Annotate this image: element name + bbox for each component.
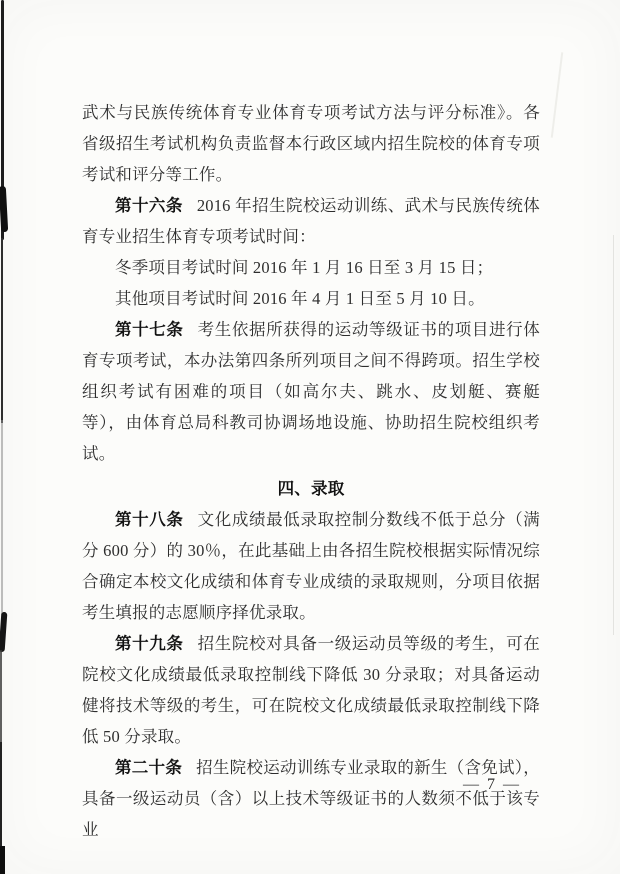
scan-artifact-corner-mark	[0, 846, 5, 874]
paragraph-article-20	[82, 752, 540, 845]
document-text-block	[82, 97, 540, 845]
scan-artifact-ink-blob-upper	[0, 186, 8, 232]
article-number-label: 第十八条	[115, 510, 184, 529]
scan-artifact-left-edge-mid	[1, 238, 3, 423]
paragraph-article-19	[82, 628, 540, 752]
page-number: — 7 —	[463, 776, 521, 793]
scan-artifact-right-smudge	[551, 52, 563, 138]
scan-artifact-left-edge-low	[0, 650, 2, 745]
paragraph-article-16	[82, 190, 540, 252]
scan-artifact-left-edge-bottom	[0, 742, 2, 874]
paragraph-continuation: 武术与民族传统体育专业体育专项考试方法与评分标准》。各省级招生考试机构负责监督本行政区域内招生院校的体育专项考试和评分等工作。	[82, 103, 540, 184]
article-number-label: 第十六条	[115, 196, 183, 215]
article-text: 考生依据所获得的运动等级证书的项目进行体育专项考试，本办法第四条所列项目之间不得跨项。招生学校组织考试有困难的项目（如高尔夫、跳水、皮划艇、赛艇等），由体育总局科教司协调场地设施、协助招生院校组织考试。	[82, 320, 540, 463]
section-heading-admission: 四、录取	[277, 479, 345, 498]
article-number-label: 第十七条	[115, 320, 184, 339]
paragraph-winter-exam-dates: 冬季项目考试时间 2016 年 1 月 16 日至 3 月 15 日；	[115, 258, 494, 277]
article-text: 文化成绩最低录取控制分数线不低于总分（满分 600 分）的 30％，在此基础上由各招生院校根据实际情况综合确定本校文化成绩和体育专业成绩的录取规则，分项目依据考生填报的志愿顺序择优录取。	[82, 510, 540, 622]
article-text: 招生院校对具备一级运动员等级的考生，可在院校文化成绩最低录取控制线下降低 30 分录取；对具备运动健将技术等级的考生，可在院校文化成绩最低录取控制线下降低 50 分录取。	[82, 634, 540, 746]
article-text: 2016 年招生院校运动训练、武术与民族传统体育专业招生体育专项考试时间：	[82, 196, 540, 246]
scan-artifact-right-faint-line	[613, 235, 614, 635]
article-number-label: 第二十条	[115, 758, 183, 777]
scan-artifact-ink-blob-lower	[0, 612, 7, 652]
paragraph-article-18	[82, 504, 540, 628]
article-number-label: 第十九条	[115, 634, 184, 653]
scan-artifact-left-edge-faint	[1, 420, 3, 615]
scan-artifact-left-edge-top	[1, 0, 4, 240]
paragraph-other-exam-dates: 其他项目考试时间 2016 年 4 月 1 日至 5 月 10 日。	[115, 289, 485, 308]
article-text: 招生院校运动训练专业录取的新生（含免试），具备一级运动员（含）以上技术等级证书的人数须不低于该专业	[82, 758, 540, 839]
paragraph-article-17	[82, 314, 540, 469]
